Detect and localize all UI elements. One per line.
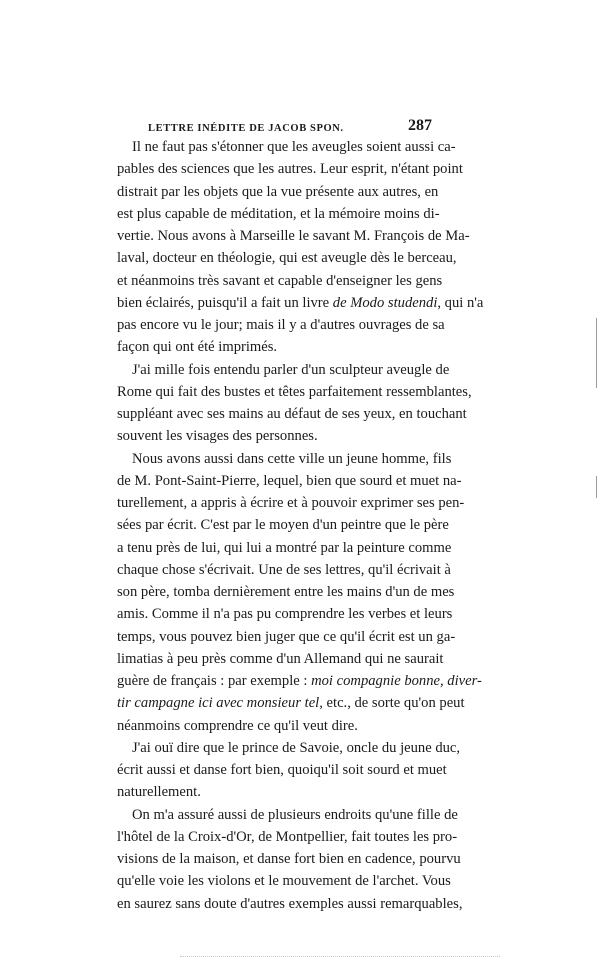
italic-phrase: tir campagne ici avec monsieur tel,: [117, 695, 323, 712]
text-line: distrait par les objets que la vue présente aux autres, en: [117, 183, 439, 200]
text-line: pables des sciences que les autres. Leur esprit, n'étant point: [117, 161, 463, 178]
italic-phrase: de Modo studendi: [332, 294, 438, 311]
text-line: guère de français : par exemple : moi compagnie bonne, diver-: [117, 673, 482, 689]
text-line: visions de la maison, et danse fort bien en cadence, pourvu: [117, 851, 461, 867]
text-line: On m'a assuré aussi de plusieurs endroits qu'une fille de: [132, 806, 458, 823]
text-line: Il ne faut pas s'étonner que les aveugles soient aussi ca-: [132, 139, 456, 155]
body-text: [117, 136, 484, 915]
text-line: son père, tomba dernièrement entre les mains d'un de mes: [117, 584, 455, 600]
text-line: souvent les visages des personnes.: [117, 428, 318, 445]
text-line: néanmoins comprendre ce qu'il veut dire.: [117, 717, 358, 734]
text-line: J'ai mille fois entendu parler d'un sculpteur aveugle de: [132, 361, 450, 378]
italic-phrase: moi compagnie bonne, diver-: [311, 673, 482, 689]
text-line: turellement, a appris à écrire et à pouvoir exprimer ses pen-: [117, 495, 465, 511]
text-line: Rome qui fait des bustes et têtes parfaitement ressemblantes,: [117, 383, 472, 400]
text-line: l'hôtel de la Croix-d'Or, de Montpellier, fait toutes les pro-: [117, 828, 458, 845]
text-line: bien éclairés, puisqu'il a fait un livre de Modo studendi, qui n'a: [117, 294, 484, 311]
text-line: sées par écrit. C'est par le moyen d'un peintre que le père: [117, 517, 449, 534]
text-line: laval, docteur en théologie, qui est aveugle dès le berceau,: [117, 250, 457, 267]
text-line: qu'elle voie les violons et le mouvement de l'archet. Vous: [117, 873, 451, 890]
text-line: J'ai ouï dire que le prince de Savoie, oncle du jeune duc,: [132, 739, 461, 756]
text-line: Nous avons aussi dans cette ville un jeune homme, fils: [132, 450, 452, 467]
text-line: en saurez sans doute d'autres exemples aussi remarquables,: [117, 895, 463, 912]
text-line: est plus capable de méditation, et la mémoire moins di-: [117, 205, 440, 222]
text-line: limatias à peu près comme d'un Allemand qui ne saurait: [117, 650, 444, 667]
scan-edge-mark: [596, 476, 597, 498]
text-line: temps, vous pouvez bien juger que ce qu'il écrit est un ga-: [117, 628, 456, 645]
text-line: amis. Comme il n'a pas pu comprendre les verbes et leurs: [117, 606, 453, 623]
scan-foot-noise: [180, 956, 500, 960]
text-line: a tenu près de lui, qui lui a montré par la peinture comme: [117, 539, 452, 556]
text-line: chaque chose s'écrivait. Une de ses lettres, qu'il écrivait à: [117, 561, 451, 578]
text-line: pas encore vu le jour; mais il y a d'autres ouvrages de sa: [117, 317, 445, 333]
text-line: tir campagne ici avec monsieur tel, etc., de sorte qu'on peut: [117, 695, 465, 712]
text-line: de M. Pont-Saint-Pierre, lequel, bien que sourd et muet na-: [117, 472, 462, 489]
text-line: naturellement.: [117, 784, 201, 801]
page-number: 287: [408, 117, 432, 134]
running-head: LETTRE INÉDITE DE JACOB SPON.: [148, 123, 344, 134]
text-line: vertie. Nous avons à Marseille le savant M. François de Ma-: [117, 228, 470, 244]
text-line: suppléant avec ses mains au défaut de ses yeux, en touchant: [117, 406, 467, 422]
text-line: façon qui ont été imprimés.: [117, 339, 278, 356]
scan-edge-mark: [596, 318, 597, 388]
text-line: écrit aussi et danse fort bien, quoiqu'il soit sourd et muet: [117, 762, 447, 778]
text-line: et néanmoins très savant et capable d'enseigner les gens: [117, 272, 443, 289]
